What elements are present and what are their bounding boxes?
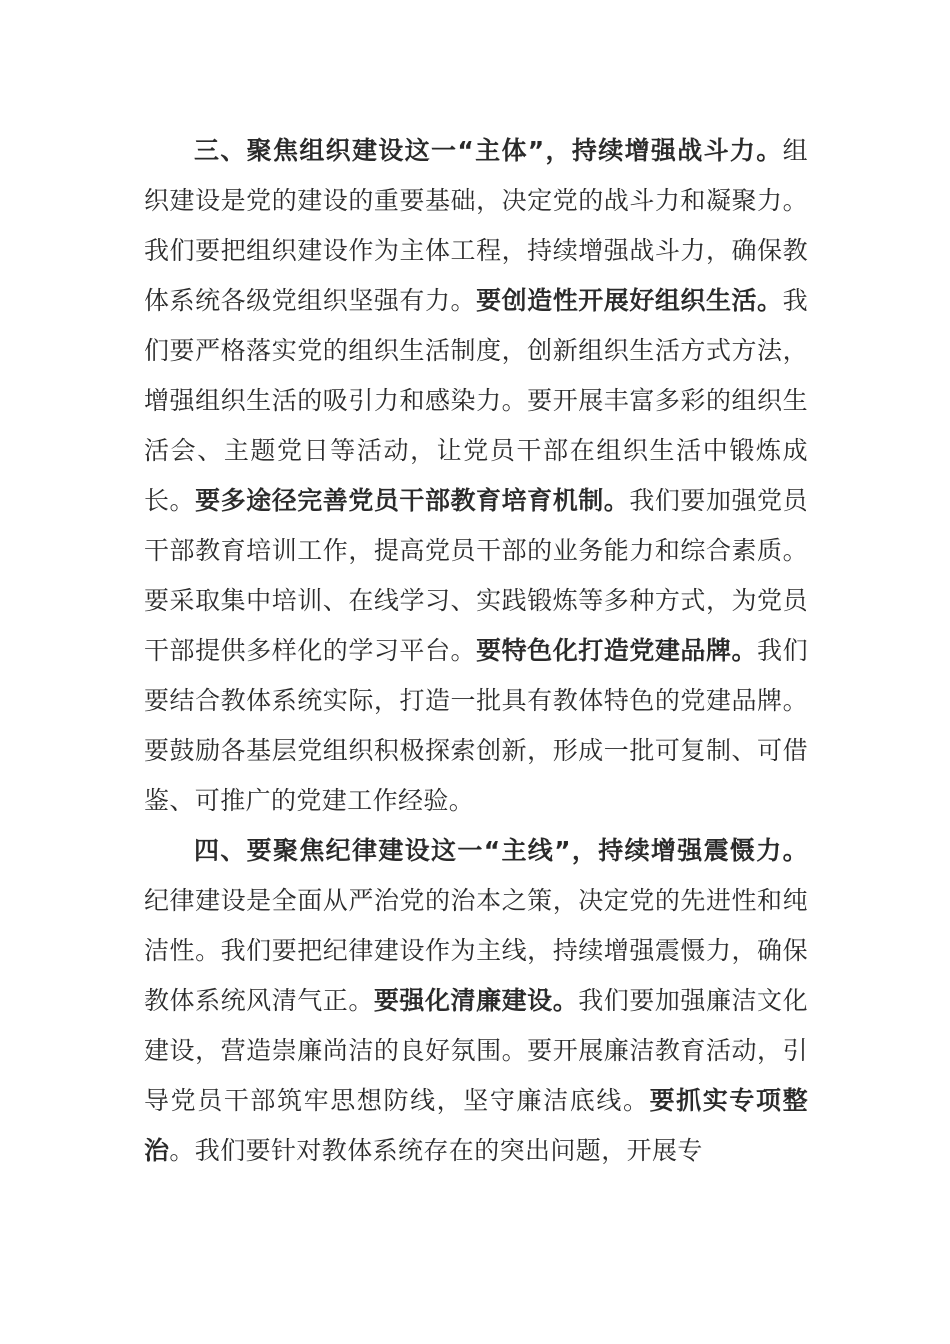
section-heading-three: 三、聚焦组织建设这一“主体”，持续增强战斗力。 — [194, 136, 783, 165]
text-segment: 。我们要针对教体系统存在的突出问题，开展专 — [169, 1136, 703, 1165]
key-point-party-brand: 要特色化打造党建品牌。 — [476, 636, 758, 665]
text-segment: 我们要加强党员干部教育培训工作，提高党员干部的业务能力和综合素质。要采取集中培训、在线学习、实践锻炼等多种方式，为党员干部提供多样化的学习平台。 — [144, 486, 808, 665]
text-segment: 我们要严格落实党的组织生活制度，创新组织生活方式方法，增强组织生活的吸引力和感染力。要开展丰富多彩的组织生活会、主题党日等活动，让党员干部在组织生活中锻炼成长。 — [144, 286, 808, 515]
key-point-integrity-building: 要强化清廉建设。 — [373, 986, 579, 1015]
paragraph-organization-building — [144, 126, 808, 826]
key-point-cadre-education: 要多途径完善党员干部教育培育机制。 — [195, 486, 630, 515]
text-segment: 纪律建设是全面从严治党的治本之策，决定党的先进性和纯洁性。我们要把纪律建设作为主线，持续增强震慑力，确保教体系统风清气正。 — [144, 886, 808, 1015]
key-point-organization-life: 要创造性开展好组织生活。 — [476, 286, 783, 315]
text-segment: 我们要加强廉洁文化建设，营造崇廉尚洁的良好氛围。要开展廉洁教育活动，引导党员干部筑牢思想防线，坚守廉洁底线。 — [144, 986, 808, 1115]
document-body — [144, 126, 808, 1176]
key-point-special-rectification: 要抓实专项整治 — [144, 1086, 809, 1165]
text-segment: 我们要结合教体系统实际，打造一批具有教体特色的党建品牌。要鼓励各基层党组织积极探索创新，形成一批可复制、可借鉴、可推广的党建工作经验。 — [144, 636, 808, 815]
section-heading-four: 四、要聚焦纪律建设这一“主线”，持续增强震慑力。 — [194, 836, 808, 865]
text-segment: 组织建设是党的建设的重要基础，决定党的战斗力和凝聚力。我们要把组织建设作为主体工程，持续增强战斗力，确保教体系统各级党组织坚强有力。 — [144, 136, 808, 315]
paragraph-discipline-building — [144, 826, 808, 1176]
